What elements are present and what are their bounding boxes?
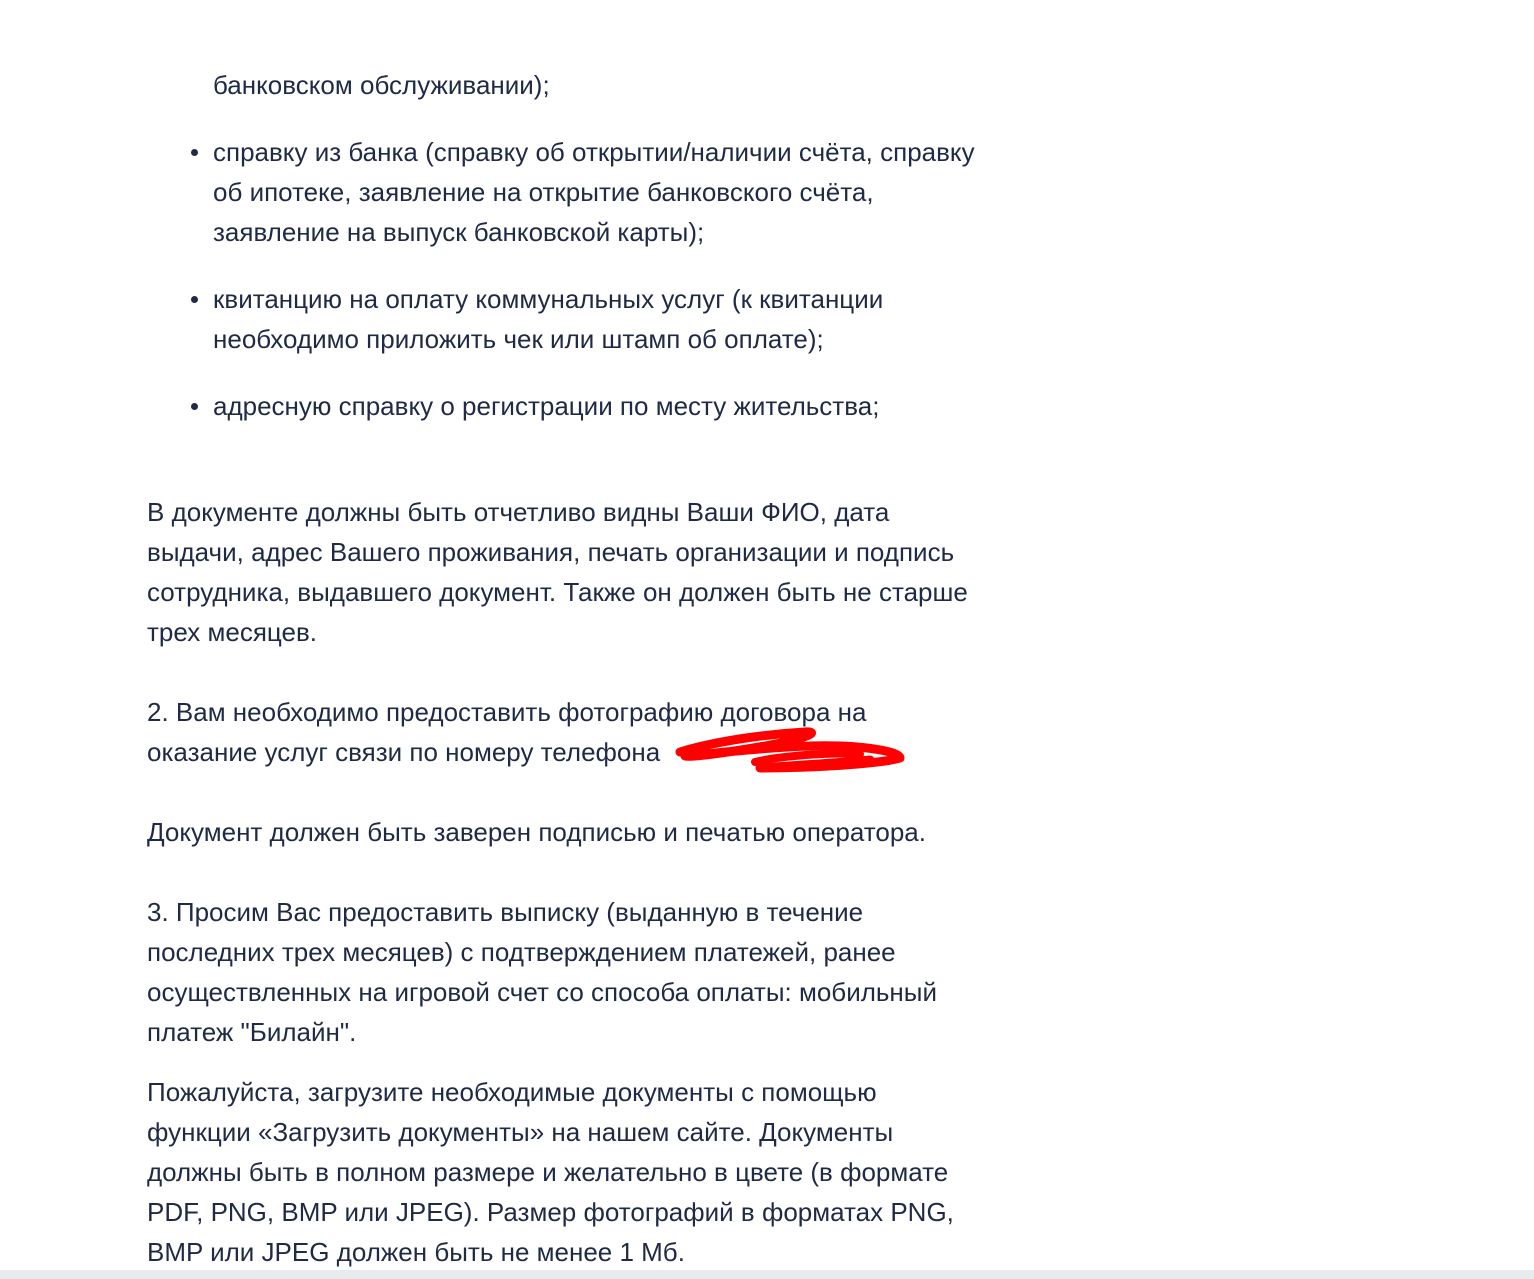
list-item-line: необходимо приложить чек или штамп об оплате); xyxy=(213,324,824,354)
paragraph-line: 2. Вам необходимо предоставить фотографию договора на xyxy=(147,697,867,727)
paragraph-line: платеж "Билайн". xyxy=(147,1017,357,1047)
bullet-icon xyxy=(191,149,198,156)
paragraph-line: Пожалуйста, загрузите необходимые документы с помощью xyxy=(147,1077,877,1107)
paragraph-line: функции «Загрузить документы» на нашем сайте. Документы xyxy=(147,1117,894,1147)
paragraph-line: В документе должны быть отчетливо видны Ваши ФИО, дата xyxy=(147,497,890,527)
paragraph-line: последних трех месяцев) с подтверждением платежей, ранее xyxy=(147,937,896,967)
paragraph-line: PDF, PNG, BMP или JPEG). Размер фотографий в форматах PNG, xyxy=(147,1197,954,1227)
paragraph-line: 3. Просим Вас предоставить выписку (выданную в течение xyxy=(147,897,864,927)
paragraph-line: Документ должен быть заверен подписью и печатью оператора. xyxy=(147,817,926,847)
paragraph-line: трех месяцев. xyxy=(147,617,317,647)
list-item-line: справку из банка (справку об открытии/наличии счёта, справку xyxy=(213,137,975,167)
horizontal-scrollbar-track[interactable] xyxy=(0,1270,1534,1279)
list-item-line: заявление на выпуск банковской карты); xyxy=(213,217,705,247)
paragraph-line: выдачи, адрес Вашего проживания, печать организации и подпись xyxy=(147,537,955,567)
paragraph-line: осуществленных на игровой счет со способа оплаты: мобильный xyxy=(147,977,938,1007)
list-item-line: адресную справку о регистрации по месту жительства; xyxy=(213,391,880,421)
bullet-icon xyxy=(191,296,198,303)
list-item-line: квитанцию на оплату коммунальных услуг (к квитанции xyxy=(213,284,884,314)
paragraph-line: должны быть в полном размере и желательно в цвете (в формате xyxy=(147,1157,949,1187)
paragraph-line: сотрудника, выдавшего документ. Также он должен быть не старше xyxy=(147,577,968,607)
paragraph-line: BMP или JPEG должен быть не менее 1 Мб. xyxy=(147,1237,685,1267)
list-item-tail: банковском обслуживании); xyxy=(213,70,550,100)
bullet-icon xyxy=(191,403,198,410)
paragraph-line: оказание услуг связи по номеру телефона xyxy=(147,737,661,767)
redaction-scribble xyxy=(670,722,910,782)
list-item-line: об ипотеке, заявление на открытие банковского счёта, xyxy=(213,177,874,207)
